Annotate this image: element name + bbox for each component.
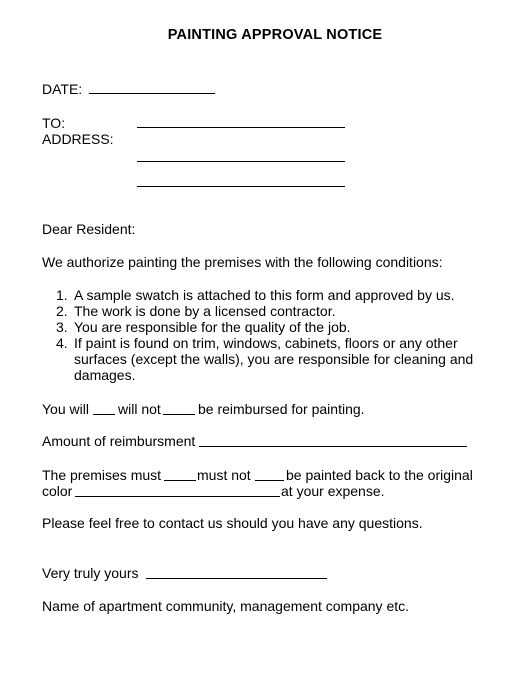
list-text: If paint is found on trim, windows, cabinets, floors or any other surfaces (except the walls), you are responsible for cleaning and damages. [74, 335, 474, 383]
page-title: PAINTING APPROVAL NOTICE [167, 27, 383, 43]
color-field-line[interactable] [75, 496, 280, 497]
signature-field-line[interactable] [146, 578, 327, 579]
painted-back-text: be painted back to the original [286, 467, 473, 483]
amount-label: Amount of reimbursment [42, 433, 196, 449]
address-field-line-2[interactable] [137, 186, 345, 187]
list-text: You are responsible for the quality of the job. [74, 319, 351, 335]
will-blank-line[interactable] [93, 414, 115, 415]
list-item [56, 335, 496, 383]
expense-text: at your expense. [281, 483, 385, 499]
amount-field-line[interactable] [199, 446, 467, 447]
date-field-line[interactable] [89, 93, 215, 94]
address-label: ADDRESS: [42, 131, 114, 147]
to-field-line[interactable] [137, 127, 345, 128]
must-blank-line[interactable] [164, 480, 196, 481]
address-field-line-1[interactable] [137, 161, 345, 162]
to-label: TO: [42, 115, 66, 131]
contact-text: Please feel free to contact us should you have any questions. [42, 515, 423, 531]
list-item [56, 319, 496, 335]
list-number: 1. [56, 287, 68, 303]
list-item [56, 287, 496, 303]
signature-note: Name of apartment community, management company etc. [42, 598, 410, 614]
will-not-label: will not [118, 401, 161, 417]
conditions-list [56, 287, 496, 383]
list-number: 4. [56, 335, 68, 351]
list-number: 3. [56, 319, 68, 335]
list-item [56, 303, 496, 319]
you-will-label: You will [42, 401, 89, 417]
reimbursed-text: be reimbursed for painting. [198, 401, 365, 417]
color-label: color [42, 483, 73, 499]
list-text: The work is done by a licensed contractor. [74, 303, 336, 319]
closing-text: Very truly yours [42, 565, 139, 581]
salutation: Dear Resident: [42, 221, 136, 237]
premises-must-label: The premises must [42, 467, 162, 483]
date-label: DATE: [42, 81, 83, 97]
must-not-label: must not [197, 467, 251, 483]
list-number: 2. [56, 303, 68, 319]
will-not-blank-line[interactable] [163, 414, 195, 415]
must-not-blank-line[interactable] [255, 480, 284, 481]
list-text: A sample swatch is attached to this form and approved by us. [74, 287, 455, 303]
intro-text: We authorize painting the premises with the following conditions: [42, 254, 443, 270]
